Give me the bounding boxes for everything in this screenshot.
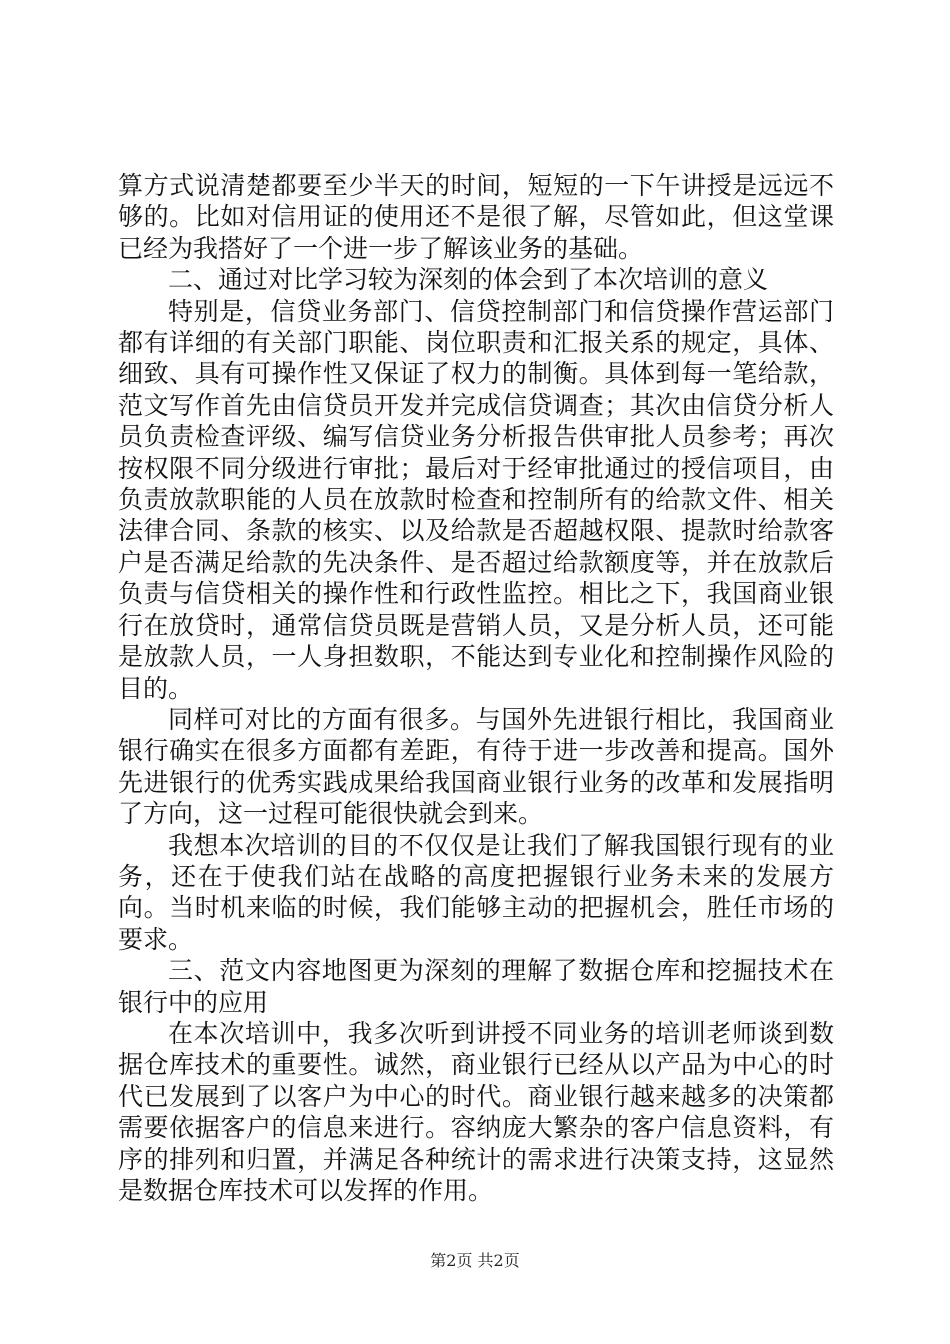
paragraph-continuation: 算方式说清楚都要至少半天的时间，短短的一下午讲授是远远不够的。比如对信用证的使用还不是很了解，尽管如此，但这堂课已经为我搭好了一个进一步了解该业务的基础。 [118, 171, 834, 263]
document-body [118, 170, 834, 1206]
paragraph: 我想本次培训的目的不仅仅是让我们了解我国银行现有的业务，还在于使我们站在战略的高度把握银行业务未来的发展方向。当时机来临的时候，我们能够主动的把握机会，胜任市场的要求。 [118, 830, 834, 954]
page-number-footer: 第2页 共2页 [430, 1251, 520, 1270]
section-heading-2: 二、通过对比学习较为深刻的体会到了本次培训的意义 [168, 265, 769, 295]
paragraph: 同样可对比的方面有很多。与国外先进银行相比，我国商业银行确实在很多方面都有差距，有待于进一步改善和提高。国外先进银行的优秀实践成果给我国商业银行业务的改革和发展指明了方向，这一过程可能很快就会到来。 [118, 704, 834, 829]
section-heading-3: 三、范文内容地图更为深刻的理解了数据仓库和挖掘技术在银行中的应用 [118, 956, 834, 1017]
paragraph: 在本次培训中，我多次听到讲授不同业务的培训老师谈到数据仓库技术的重要性。诚然，商业银行已经从以产品为中心的时代已发展到了以客户为中心的时代。商业银行越来越多的决策都需要依据客户的信息来进行。容纳庞大繁杂的客户信息资料，有序的排列和归置，并满足各种统计的需求进行决策支持，这显然是数据仓库技术可以发挥的作用。 [118, 1018, 834, 1205]
paragraph: 特别是，信贷业务部门、信贷控制部门和信贷操作营运部门都有详细的有关部门职能、岗位职责和汇报关系的规定，具体、细致、具有可操作性又保证了权力的制衡。具体到每一笔给款，范文写作首先由信贷员开发并完成信贷调查；其次由信贷分析人员负责检查评级、编写信贷业务分析报告供审批人员参考；再次按权限不同分级进行审批；最后对于经审批通过的授信项目，由负责放款职能的人员在放款时检查和控制所有的给款文件、相关法律合同、条款的核实、以及给款是否超越权限、提款时给款客户是否满足给款的先决条件、是否超过给款额度等，并在放款后负责与信贷相关的操作性和行政性监控。相比之下，我国商业银行在放贷时，通常信贷员既是营销人员，又是分析人员，还可能是放款人员，一人身担数职，不能达到专业化和控制操作风险的目的。 [118, 296, 834, 703]
